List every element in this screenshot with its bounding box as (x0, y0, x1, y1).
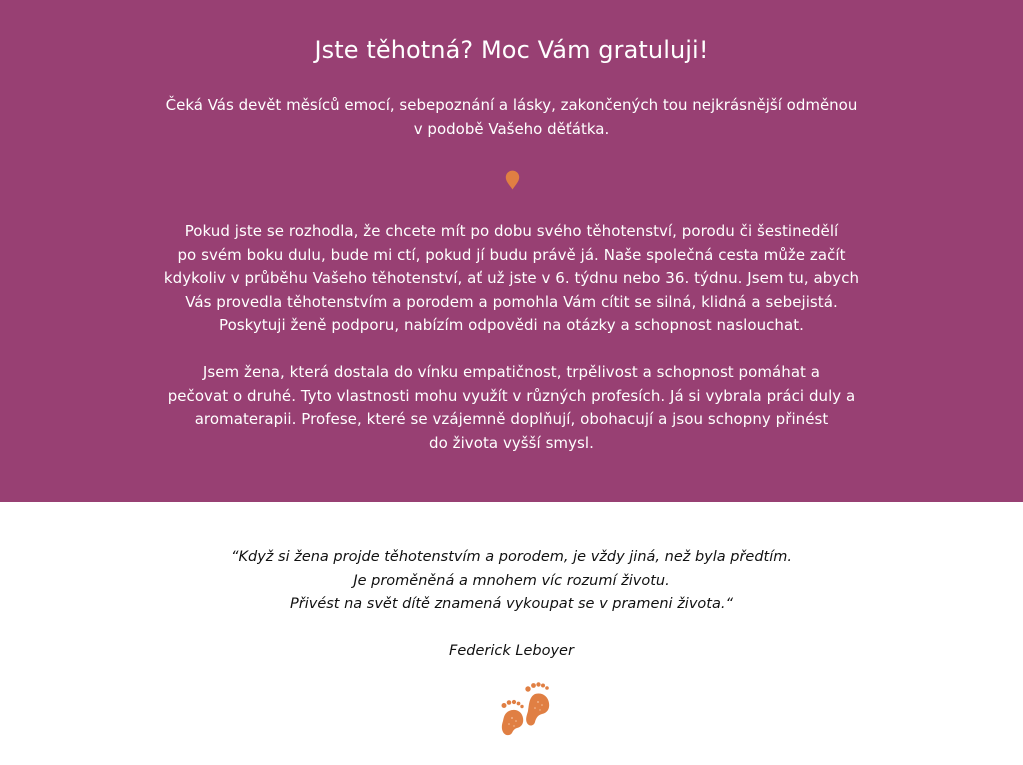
intro-text (0, 94, 1023, 141)
intro-line: v podobě Vašeho děťátka. (413, 119, 610, 138)
quote-section (0, 502, 1023, 765)
paragraph-line: do života vyšší smysl. (429, 433, 594, 452)
paragraph-line: Pokud jste se rozhodla, že chcete mít po dobu svého těhotenství, porodu či šestinedělí (184, 222, 839, 240)
paragraph-line: Poskytuji ženě podporu, nabízím odpovědi na otázky a schopnost naslouchat. (219, 316, 804, 334)
about-paragraph-1 (0, 220, 1023, 338)
page-title: Jste těhotná? Moc Vám gratuluji! (314, 36, 709, 64)
paragraph-line: po svém boku dulu, bude mi ctí, pokud jí budu právě já. Naše společná cesta může začít (177, 245, 846, 264)
paragraph-line: kdykoliv v průběhu Vašeho těhotenství, ať už jste v 6. týdnu nebo 36. týdnu. Jsem tu, abych (163, 269, 860, 287)
paragraph-line: Vás provedla těhotenstvím a porodem a pomohla Vám cítit se silná, klidná a sebejistá. (185, 292, 838, 311)
quote-line: “Když si žena projde těhotenstvím a porodem, je vždy jiná, než byla předtím. (230, 549, 793, 565)
paragraph-line: Jsem žena, která dostala do vínku empatičnost, trpělivost a schopnost pomáhat a (202, 363, 821, 381)
quote-line: Je proměněná a mnohem víc rozumí životu. (353, 572, 670, 589)
quote-author: Federick Leboyer (449, 643, 574, 659)
drop-icon (505, 170, 520, 190)
paragraph-line: aromaterapii. Profese, které se vzájemně doplňují, obohacují a jsou schopny přinést (194, 410, 829, 428)
baby-feet-icon (498, 678, 554, 736)
about-paragraph-2 (0, 361, 1023, 455)
intro-line: Čeká Vás devět měsíců emocí, sebepoznání a lásky, zakončených tou nejkrásnější odměnou (165, 96, 858, 114)
quote-text (0, 546, 1023, 617)
quote-line: Přivést na svět dítě znamená vykoupat se v prameni života.“ (290, 596, 733, 612)
paragraph-line: pečovat o druhé. Tyto vlastnosti mohu využít v různých profesích. Já si vybrala práci duly a (167, 386, 856, 405)
